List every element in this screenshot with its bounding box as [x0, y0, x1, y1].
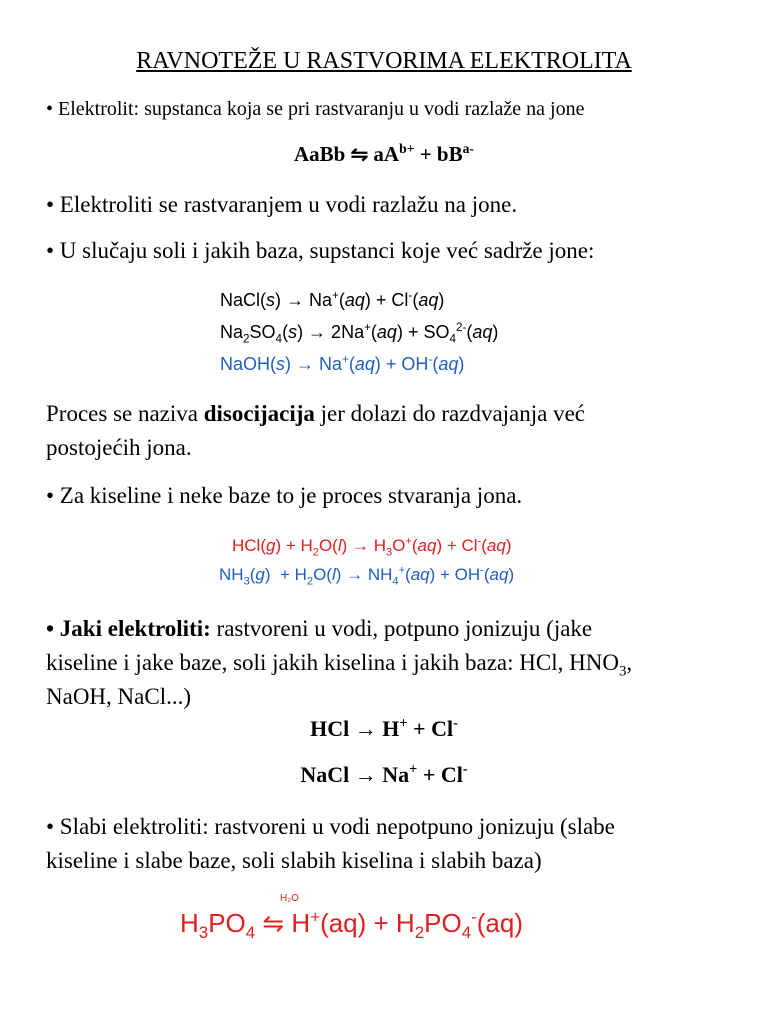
equation-nacl-dissociation: NaCl(s) → Na+(aq) + Cl-(aq): [220, 289, 445, 310]
paragraph-acids-bases-ionization: • Za kiseline i neke baze to je proces stvaranja jona.: [46, 483, 523, 508]
h2o-over-arrow-label: H₂O: [280, 893, 299, 904]
equation-hcl-strong: HCl → H+ + Cl-: [310, 715, 458, 741]
page-title: RAVNOTEŽE U RASTVORIMA ELEKTROLITA: [136, 48, 632, 74]
paragraph-electrolyte-definition: • Elektrolit: supstanca koja se pri rastvaranju u vodi razlaže na jone: [46, 98, 585, 120]
equation-h3po4-ionization: $H_3PO_4$ ⇋ $H^+(aq) + H_2PO_4^-(aq)$: [180, 907, 523, 943]
equation-nacl-strong: NaCl → Na+ + Cl-: [300, 761, 468, 787]
paragraph-weak-electrolytes: • Slabi elektroliti: rastvoreni u vodi nepotpuno jonizuju (slabe kiseline i slabe baze, soli slabih kiselina i slabih baza): [46, 814, 615, 873]
equation-hcl-ionization: $HCl(g) + H_2O(l) \to H_3O^+(aq) + Cl^-(aq)$: [232, 535, 512, 559]
paragraph-strong-electrolytes: • Jaki elektroliti: rastvoreni u vodi, potpuno jonizuju (jake kiseline i jake baze, soli jakih kiselina i jakih baza: HCl, $HNO_3$, NaOH, NaCl...): [46, 616, 633, 709]
paragraph-electrolytes-dissolve: • Elektroliti se rastvaranjem u vodi razlažu na jone.: [46, 192, 518, 217]
equation-na2so4-dissociation: $Na_2SO_4(s) \to 2Na^+(aq) + SO_4^{2-}(aq)$: [220, 321, 499, 346]
equation-general-dissociation: AaBb ⇋ $aA^{b+} + bB^{a-}$: [293, 141, 474, 166]
paragraph-salts-strong-bases: • U slučaju soli i jakih baza, supstanci koje već sadrže jone:: [46, 238, 595, 263]
equation-naoh-dissociation: NaOH(s) → Na+(aq) + OH-(aq): [220, 353, 465, 374]
equation-nh3-ionization: $NH_3(g) + H_2O(l) \to NH_4^+(aq) + OH^-(aq)$: [219, 564, 515, 588]
paragraph-dissociation: Proces se naziva disocijacija jer dolazi do razdvajanja već postojećih jona.: [46, 401, 586, 460]
